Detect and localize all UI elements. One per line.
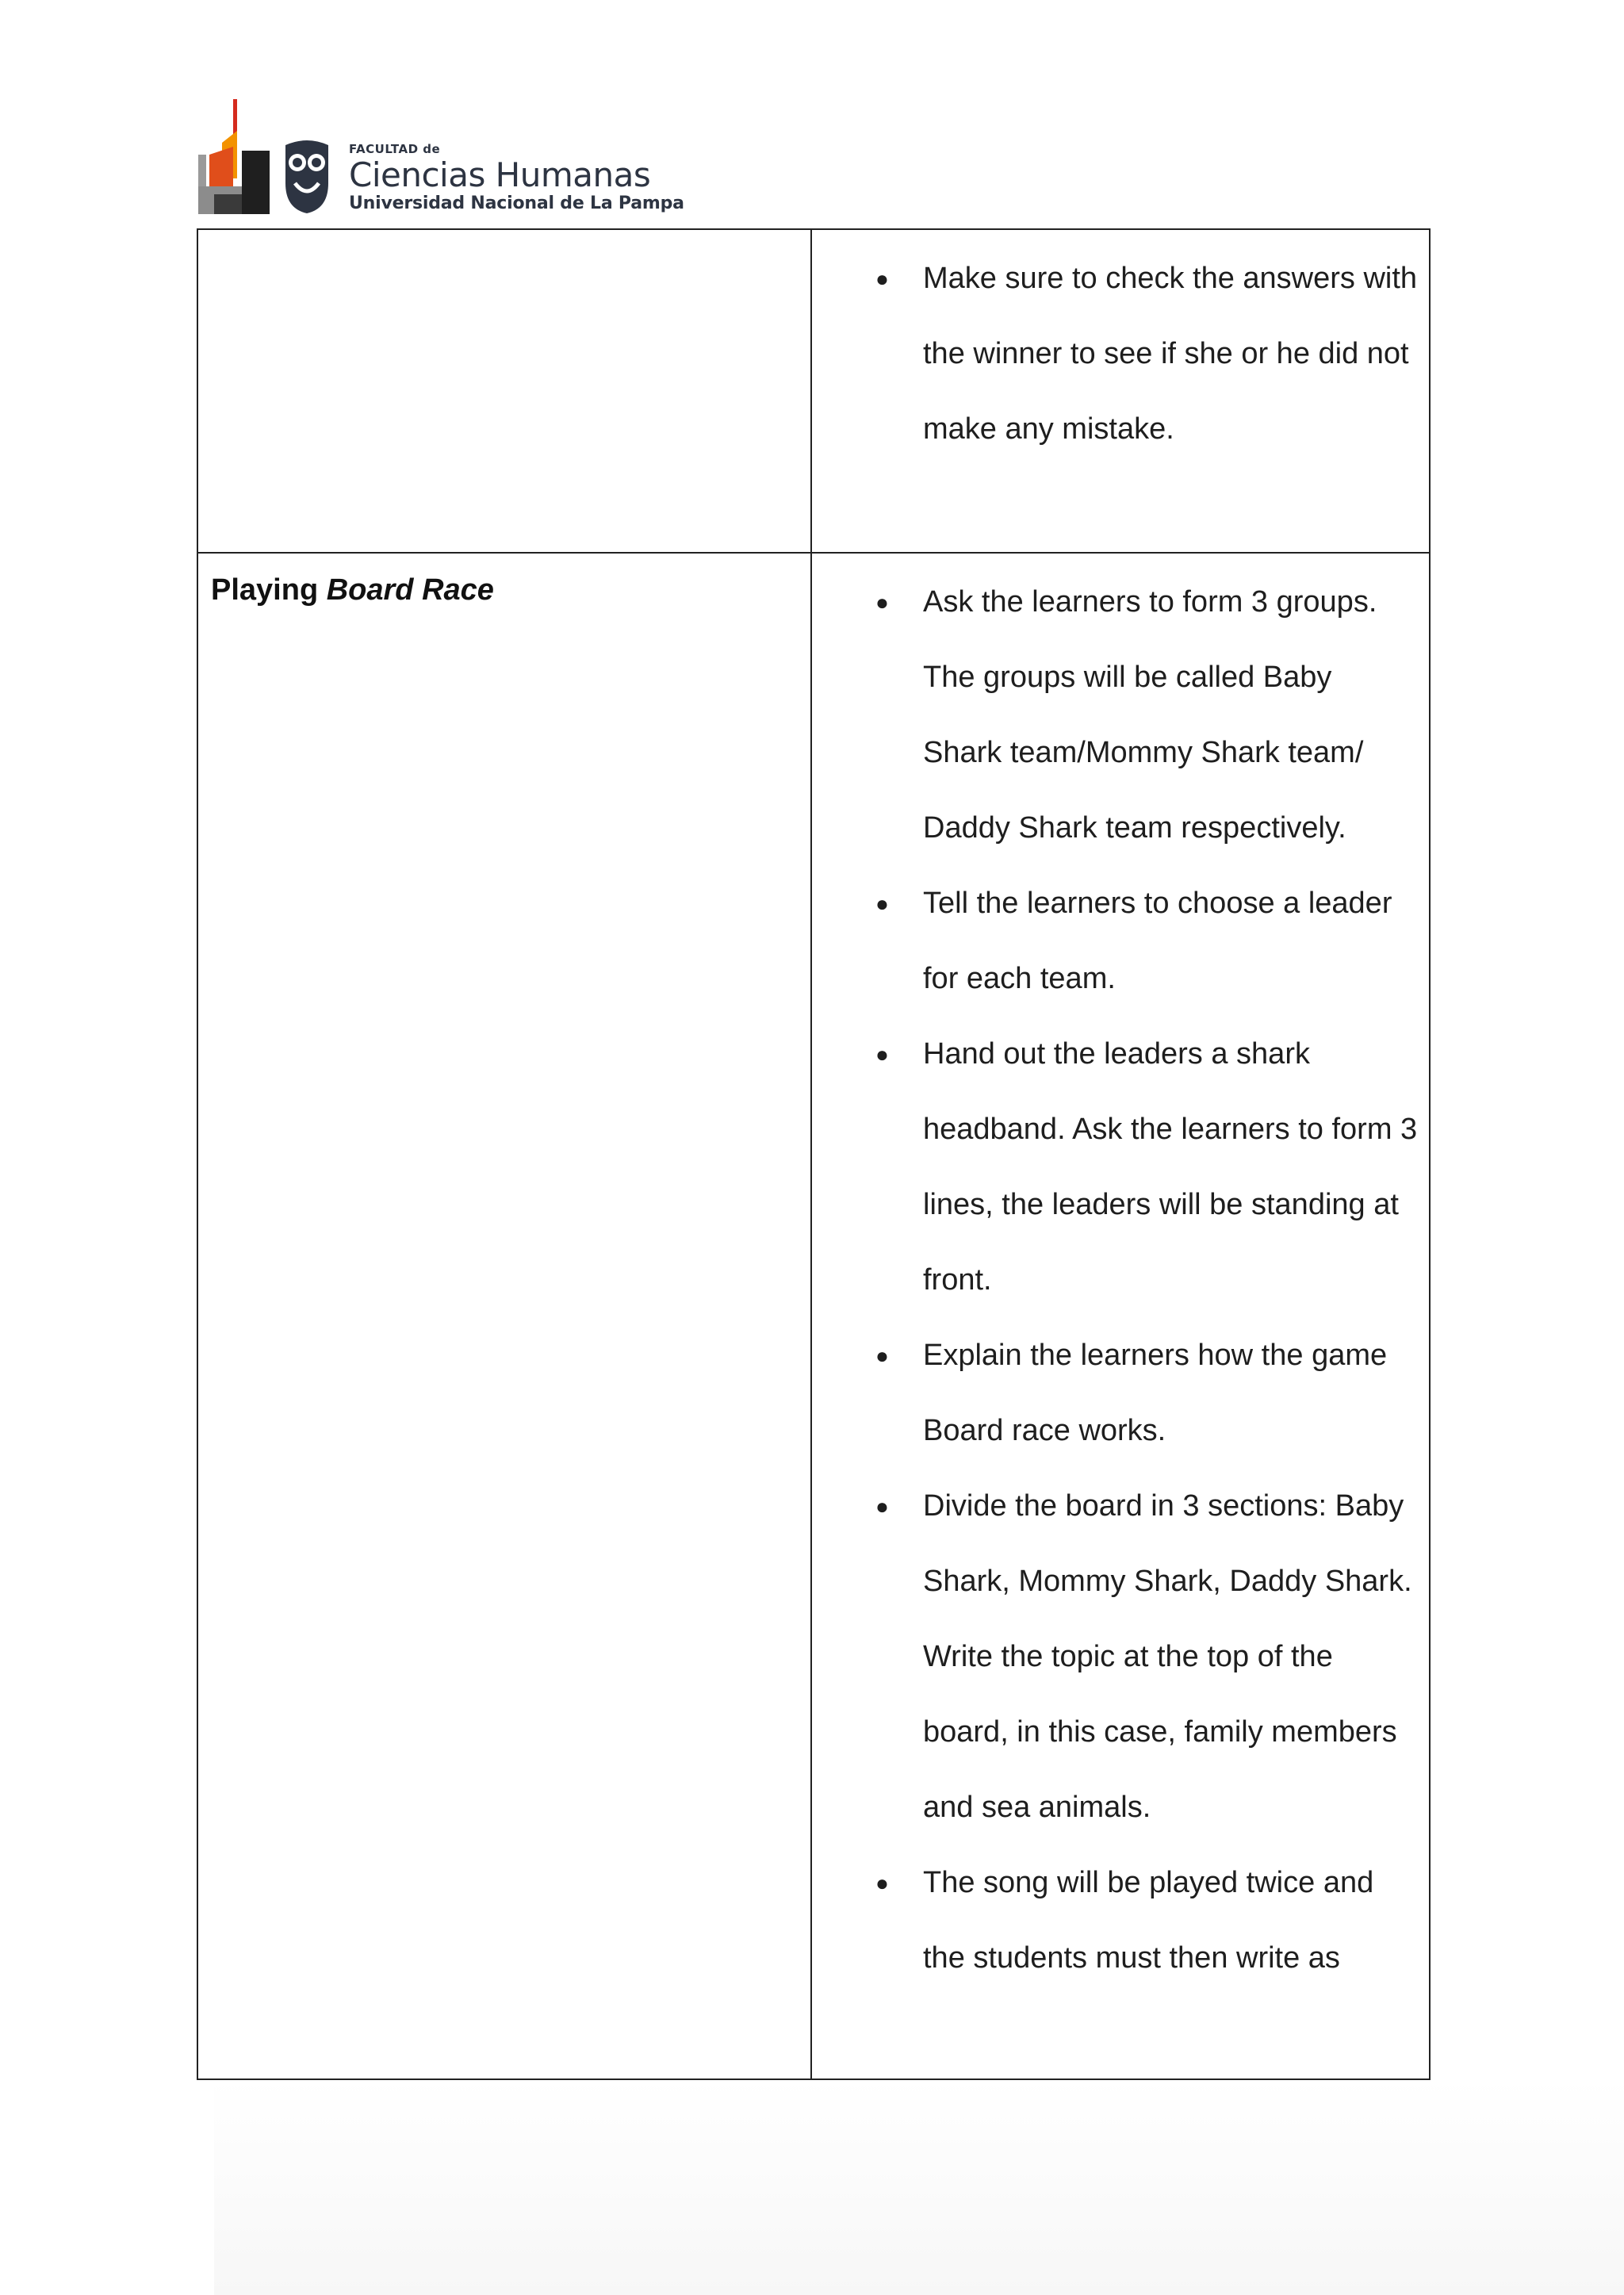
table-row xyxy=(197,229,1430,553)
logo-faculty-name: Ciencias Humanas xyxy=(349,155,651,194)
owl-icon xyxy=(279,136,335,215)
list-item xyxy=(812,1469,1429,1845)
list-item xyxy=(812,1017,1429,1318)
bullet-icon: ● xyxy=(875,891,889,916)
table-row xyxy=(197,553,1430,2079)
list-item xyxy=(812,1318,1429,1469)
list-item xyxy=(812,866,1429,1017)
list-item xyxy=(812,241,1429,467)
bullet-icon: ● xyxy=(875,1343,889,1368)
procedure-cell xyxy=(811,553,1430,2079)
logo-wordmark xyxy=(349,144,684,213)
bullet-icon: ● xyxy=(875,1494,889,1519)
procedure-list xyxy=(812,230,1429,467)
list-item xyxy=(812,1845,1429,1996)
list-item xyxy=(812,565,1429,866)
step-text: Divide the board in 3 sections: Baby Shark, Mommy Shark, Daddy Shark. Write the topic at the top of the board, in this case, family members and sea animals. xyxy=(923,1489,1412,1824)
procedure-cell xyxy=(811,229,1430,553)
step-text: Tell the learners to choose a leader for each team. xyxy=(923,887,1392,995)
stage-label-italic: Board Race xyxy=(326,573,494,607)
logo-faculty-label: FACULTAD de xyxy=(349,142,441,156)
stage-cell xyxy=(197,553,811,2079)
university-emblem-icon xyxy=(198,99,270,218)
stage-label-prefix: Playing xyxy=(211,573,319,607)
bullet-icon: ● xyxy=(875,1042,889,1067)
lesson-plan-table xyxy=(197,228,1431,2080)
faculty-logo xyxy=(198,99,682,226)
step-text: Explain the learners how the game Board race works. xyxy=(923,1339,1388,1447)
stage-cell xyxy=(197,229,811,553)
scan-shading xyxy=(214,2078,1624,2295)
bullet-icon: ● xyxy=(875,590,889,615)
stage-label xyxy=(198,554,810,610)
step-text: The song will be played twice and the students must then write as xyxy=(923,1866,1374,1975)
step-text: Hand out the leaders a shark headband. Ask the learners to form 3 lines, the leaders will be standing at front. xyxy=(923,1037,1418,1297)
procedure-list xyxy=(812,554,1429,1996)
step-text: Make sure to check the answers with the winner to see if she or he did not make any mistake. xyxy=(923,262,1418,446)
logo-university-name: Universidad Nacional de La Pampa xyxy=(349,193,684,213)
bullet-icon: ● xyxy=(875,1871,889,1895)
bullet-icon: ● xyxy=(875,266,889,291)
step-text: Ask the learners to form 3 groups. The groups will be called Baby Shark team/Mommy Shark team/ Daddy Shark team respectively. xyxy=(923,585,1377,845)
